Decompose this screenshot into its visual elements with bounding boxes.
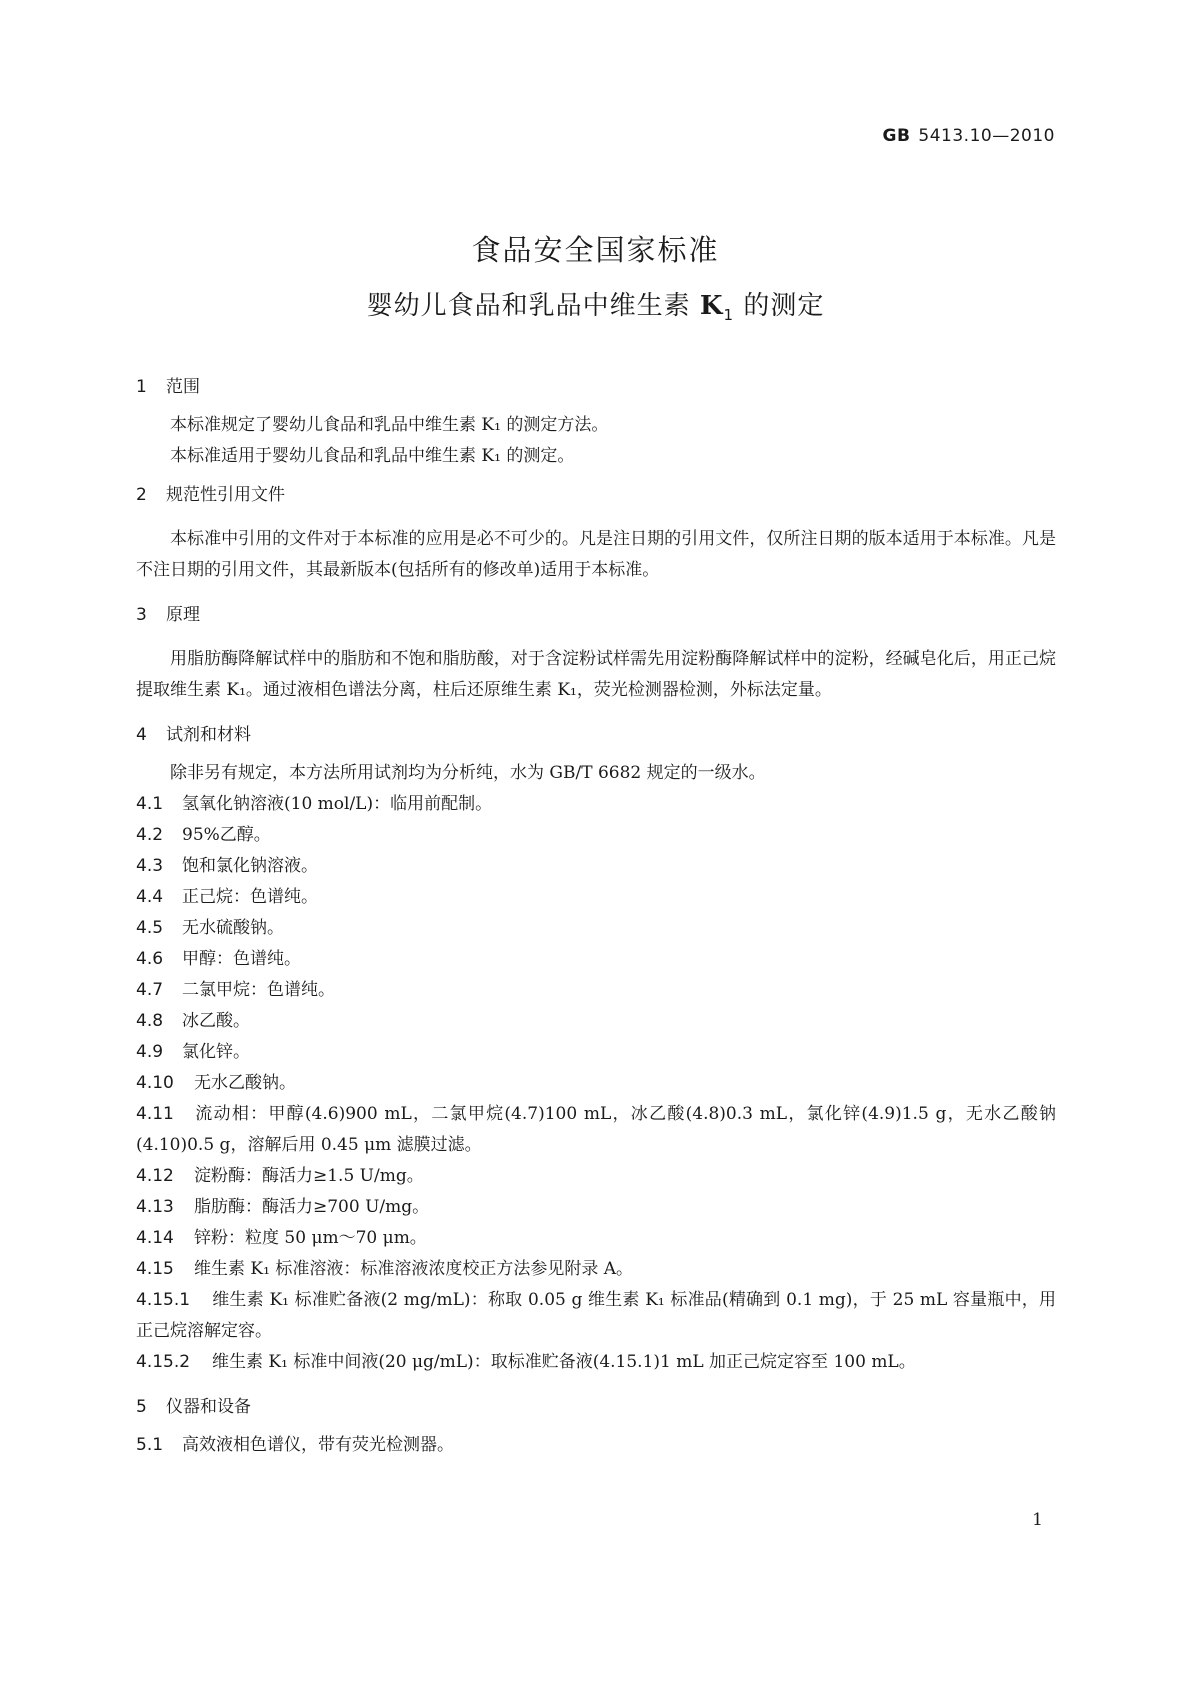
item-number: 4.2: [136, 825, 164, 845]
subtitle-symbol: K: [699, 291, 724, 321]
paragraph: 本标准适用于婴幼儿食品和乳品中维生素 K₁ 的测定。: [170, 446, 575, 466]
item-number: 4.12: [136, 1166, 174, 1186]
paragraph: 本标准中引用的文件对于本标准的应用是必不可少的。凡是注日期的引用文件，仅所注日期的版本适用于本标准。凡是不注日期的引用文件，其最新版本(包括所有的修改单)适用于本标准。: [136, 529, 1056, 580]
section-title: 范围: [166, 377, 200, 397]
item-number: 4.11: [136, 1104, 174, 1124]
section-intro: 除非另有规定，本方法所用试剂均为分析纯，水为 GB/T 6682 规定的一级水。: [170, 763, 766, 783]
item-number: 4.3: [136, 856, 164, 876]
document-body: [136, 372, 1056, 1461]
section-heading: [136, 372, 1056, 402]
item-number: 4.15.1: [136, 1290, 191, 1310]
item-text: 饱和氯化钠溶液。: [182, 856, 318, 876]
item-text: 锌粉：粒度 50 μm～70 μm。: [194, 1228, 427, 1248]
item-number: 4.15.2: [136, 1352, 191, 1372]
section-heading: [136, 600, 1056, 630]
list-item: [136, 789, 1056, 820]
item-text: 维生素 K₁ 标准贮备液(2 mg/mL)：称取 0.05 g 维生素 K₁ 标准品(精确到 0.1 mg)，于 25 mL 容量瓶中，用正己烷溶解定容。: [136, 1290, 1056, 1341]
item-text: 二氯甲烷：色谱纯。: [182, 980, 335, 1000]
list-item: [136, 1347, 1056, 1378]
item-text: 无水硫酸钠。: [182, 918, 284, 938]
item-text: 流动相：甲醇(4.6)900 mL，二氯甲烷(4.7)100 mL，冰乙酸(4.8)0.3 mL，氯化锌(4.9)1.5 g，无水乙酸钠(4.10)0.5 g，溶解后用 0.45 μm 滤膜过滤。: [136, 1104, 1056, 1155]
item-number: 4.14: [136, 1228, 174, 1248]
list-item: [136, 944, 1056, 975]
list-item: [136, 1254, 1056, 1285]
item-number: 4.8: [136, 1011, 164, 1031]
subtitle-prefix: 婴幼儿食品和乳品中维生素: [366, 291, 700, 321]
standard-prefix: GB: [882, 126, 911, 146]
list-item: [136, 882, 1056, 913]
section-number: 5: [136, 1397, 147, 1417]
item-text: 正己烷：色谱纯。: [182, 887, 318, 907]
list-item: [136, 1006, 1056, 1037]
subtitle-subscript: 1: [723, 306, 735, 325]
item-number: 4.1: [136, 794, 164, 814]
item-number: 4.9: [136, 1042, 164, 1062]
section-title: 规范性引用文件: [166, 485, 285, 505]
item-text: 95%乙醇。: [182, 825, 271, 845]
section-heading: [136, 480, 1056, 510]
item-number: 4.15: [136, 1259, 174, 1279]
item-text: 维生素 K₁ 标准溶液：标准溶液浓度校正方法参见附录 A。: [194, 1259, 634, 1279]
list-item: [136, 1223, 1056, 1254]
list-item: [136, 1430, 1056, 1461]
list-item: [136, 913, 1056, 944]
list-item: [136, 1068, 1056, 1099]
paragraph: 本标准规定了婴幼儿食品和乳品中维生素 K₁ 的测定方法。: [170, 415, 609, 435]
list-item: [136, 1192, 1056, 1223]
item-number: 4.13: [136, 1197, 174, 1217]
section-number: 4: [136, 725, 147, 745]
list-item: [136, 1099, 1056, 1161]
section-number: 3: [136, 605, 147, 625]
section-heading: [136, 720, 1056, 750]
list-item: [136, 1037, 1056, 1068]
list-item: [136, 975, 1056, 1006]
item-number: 4.7: [136, 980, 164, 1000]
item-number: 4.10: [136, 1073, 174, 1093]
standard-number: [883, 126, 1056, 146]
standard-code: 5413.10—2010: [918, 126, 1055, 146]
item-text: 无水乙酸钠。: [194, 1073, 296, 1093]
item-number: 4.4: [136, 887, 164, 907]
list-item: [136, 851, 1056, 882]
item-text: 甲醇：色谱纯。: [182, 949, 301, 969]
list-item: [136, 1285, 1056, 1347]
section-heading: [136, 1392, 1056, 1422]
section-title: 仪器和设备: [166, 1397, 251, 1417]
item-number: 5.1: [136, 1435, 164, 1455]
item-number: 4.6: [136, 949, 164, 969]
section-title: 原理: [166, 605, 200, 625]
section-title: 试剂和材料: [166, 725, 251, 745]
item-text: 氢氧化钠溶液(10 mol/L)：临用前配制。: [182, 794, 493, 814]
list-item: [136, 820, 1056, 851]
item-text: 维生素 K₁ 标准中间液(20 μg/mL)：取标准贮备液(4.15.1)1 mL 加正己烷定容至 100 mL。: [212, 1352, 916, 1372]
item-text: 脂肪酶：酶活力≥700 U/mg。: [194, 1197, 430, 1217]
item-number: 4.5: [136, 918, 164, 938]
page-number: 1: [1032, 1510, 1043, 1530]
list-item: [136, 1161, 1056, 1192]
document-subtitle: [0, 285, 1191, 324]
section-number: 2: [136, 485, 147, 505]
document-title: 食品安全国家标准: [471, 233, 720, 267]
item-text: 冰乙酸。: [182, 1011, 250, 1031]
paragraph: 用脂肪酶降解试样中的脂肪和不饱和脂肪酸，对于含淀粉试样需先用淀粉酶降解试样中的淀粉，经碱皂化后，用正己烷提取维生素 K₁。通过液相色谱法分离，柱后还原维生素 K₁，荧光检测器检测，外标法定量。: [136, 649, 1056, 700]
subtitle-suffix: 的测定: [734, 291, 825, 321]
item-text: 高效液相色谱仪，带有荧光检测器。: [182, 1435, 454, 1455]
section-number: 1: [136, 377, 147, 397]
item-text: 氯化锌。: [182, 1042, 250, 1062]
item-text: 淀粉酶：酶活力≥1.5 U/mg。: [194, 1166, 424, 1186]
